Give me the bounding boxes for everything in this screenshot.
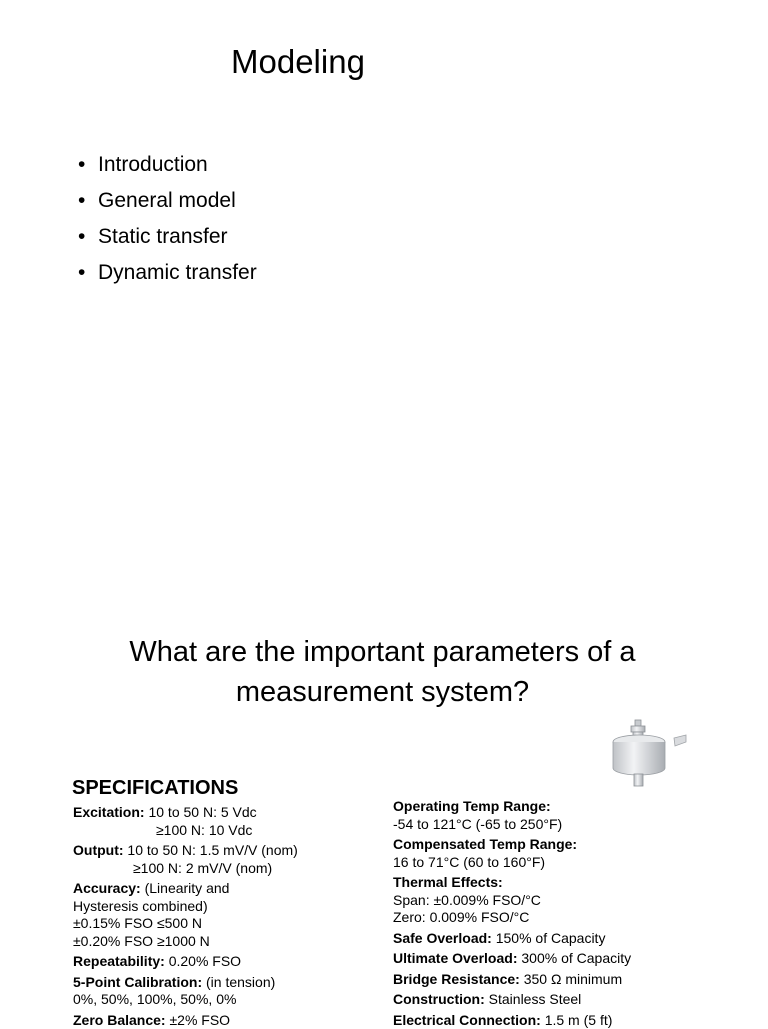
spec-label: Zero Balance:: [73, 1012, 166, 1028]
specs-left-column: [73, 804, 298, 1029]
spec-compensated-temp-label: [393, 836, 631, 854]
bullet-icon: •: [78, 150, 98, 186]
spec-label: Output:: [73, 842, 124, 858]
list-item: [78, 222, 257, 258]
spec-output: [73, 842, 298, 860]
specs-right-column: [393, 798, 631, 1029]
spec-value: 0.20% FSO: [169, 953, 241, 969]
spec-accuracy-cont: ±0.20% FSO ≥1000 N: [73, 933, 298, 951]
list-item: [78, 150, 257, 186]
spec-output-cont: ≥100 N: 2 mV/V (nom): [73, 860, 298, 878]
spec-label: Excitation:: [73, 804, 145, 820]
spec-value: 150% of Capacity: [496, 930, 606, 946]
load-cell-photo: [608, 718, 688, 790]
spec-excitation-cont: ≥100 N: 10 Vdc: [73, 822, 298, 840]
spec-bridge-resistance: [393, 971, 631, 989]
spec-value: 300% of Capacity: [521, 950, 631, 966]
spec-ultimate-overload: [393, 950, 631, 968]
spec-label: Thermal Effects:: [393, 874, 503, 890]
spec-safe-overload: [393, 930, 631, 948]
spec-value: Stainless Steel: [489, 991, 582, 1007]
slide-title: Modeling: [231, 42, 365, 82]
spec-value: 10 to 50 N: 5 Vdc: [148, 804, 256, 820]
spec-thermal-label: [393, 874, 631, 892]
spec-excitation: [73, 804, 298, 822]
spec-thermal-zero: Zero: 0.009% FSO/°C: [393, 909, 631, 927]
spec-label: 5-Point Calibration:: [73, 974, 202, 990]
spec-construction: [393, 991, 631, 1009]
spec-label: Construction:: [393, 991, 485, 1007]
spec-label: Compensated Temp Range:: [393, 836, 577, 852]
spec-label: Electrical Connection:: [393, 1012, 541, 1028]
spec-accuracy: [73, 880, 298, 898]
question-heading: [60, 632, 705, 712]
spec-label: Safe Overload:: [393, 930, 492, 946]
spec-label: Repeatability:: [73, 953, 165, 969]
spec-label: Accuracy:: [73, 880, 141, 896]
spec-calibration: [73, 974, 298, 992]
bullet-text: Introduction: [98, 150, 208, 186]
spec-value: 350 Ω minimum: [524, 971, 622, 987]
specifications-heading: SPECIFICATIONS: [72, 776, 238, 800]
question-line: measurement system?: [60, 672, 705, 712]
spec-operating-temp-label: [393, 798, 631, 816]
spec-accuracy-cont: ±0.15% FSO ≤500 N: [73, 915, 298, 933]
spec-label: Ultimate Overload:: [393, 950, 517, 966]
bullet-text: Dynamic transfer: [98, 258, 257, 294]
spec-electrical-connection: [393, 1012, 631, 1029]
spec-repeatability: [73, 953, 298, 971]
spec-calibration-cont: 0%, 50%, 100%, 50%, 0%: [73, 991, 298, 1009]
bullet-text: General model: [98, 186, 236, 222]
spec-zero-balance: [73, 1012, 298, 1029]
spec-value: 10 to 50 N: 1.5 mV/V (nom): [127, 842, 297, 858]
spec-value: (in tension): [206, 974, 275, 990]
spec-operating-temp: -54 to 121°C (-65 to 250°F): [393, 816, 631, 834]
bullet-list: [78, 150, 257, 294]
question-line: What are the important parameters of a: [60, 632, 705, 672]
spec-accuracy-cont: Hysteresis combined): [73, 898, 298, 916]
bullet-icon: •: [78, 186, 98, 222]
spec-value: (Linearity and: [145, 880, 230, 896]
spec-label: Operating Temp Range:: [393, 798, 551, 814]
bullet-text: Static transfer: [98, 222, 228, 258]
spec-value: 1.5 m (5 ft): [545, 1012, 613, 1028]
spec-thermal-span: Span: ±0.009% FSO/°C: [393, 892, 631, 910]
bullet-icon: •: [78, 222, 98, 258]
bullet-icon: •: [78, 258, 98, 294]
spec-compensated-temp: 16 to 71°C (60 to 160°F): [393, 854, 631, 872]
spec-label: Bridge Resistance:: [393, 971, 520, 987]
spec-value: ±2% FSO: [169, 1012, 230, 1028]
list-item: [78, 186, 257, 222]
list-item: [78, 258, 257, 294]
